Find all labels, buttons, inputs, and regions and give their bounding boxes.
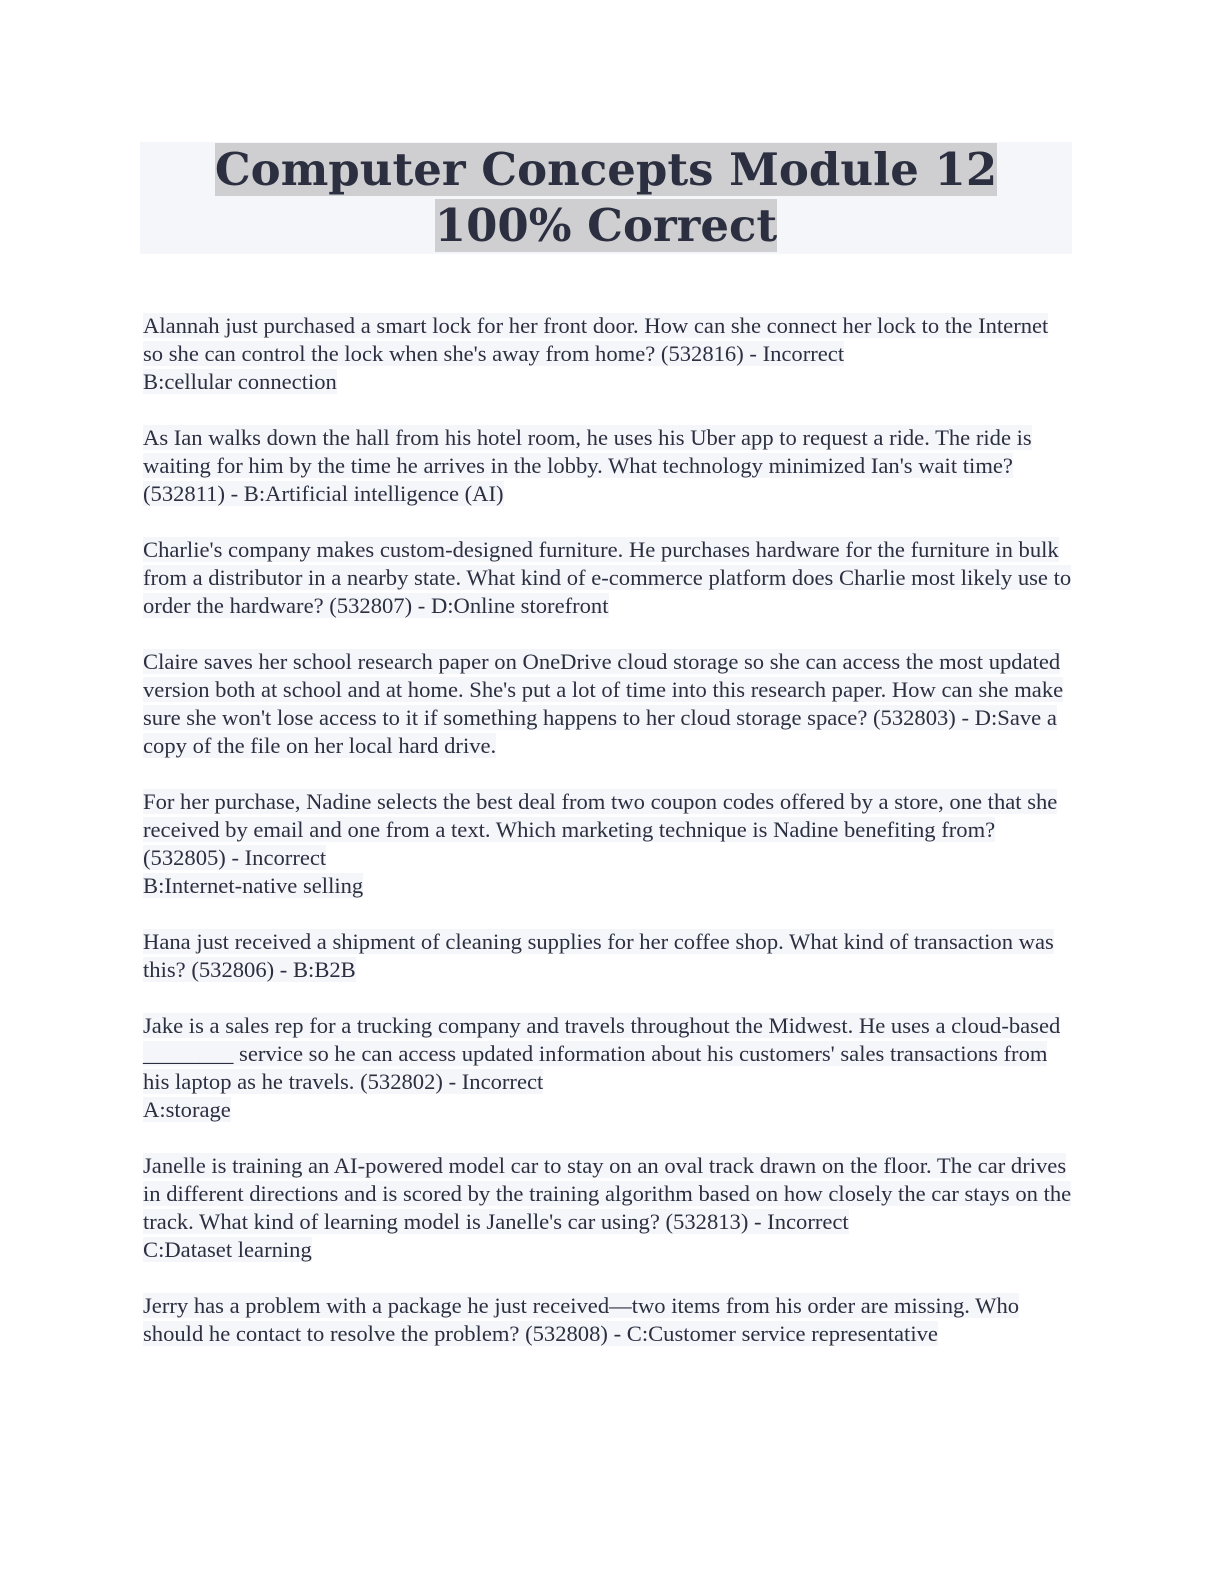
question-item <box>143 1292 1072 1348</box>
question-text: Hana just received a shipment of cleaning supplies for her coffee shop. What kind of transaction was this? (532806) - B:B2B <box>143 929 1054 982</box>
question-item <box>143 648 1072 760</box>
question-item <box>143 928 1072 984</box>
question-item <box>143 1152 1072 1264</box>
question-text: Jake is a sales rep for a trucking company and travels throughout the Midwest. He uses a cloud-based ________ service so he can access updated information about his customers' sales transactions from his laptop as he travels. (532802) - Incorrect A:storage <box>143 1013 1061 1122</box>
document-page <box>140 142 1072 1376</box>
question-text: As Ian walks down the hall from his hotel room, he uses his Uber app to request a ride. The ride is waiting for him by the time he arrives in the lobby. What technology minimized Ian's wait time? (532811) - B:Artificial intelligence (AI) <box>143 425 1032 506</box>
question-item <box>143 1012 1072 1124</box>
question-item <box>143 788 1072 900</box>
question-text: Claire saves her school research paper on OneDrive cloud storage so she can access the most updated version both at school and at home. She's put a lot of time into this research paper. How can she make sure she won't lose access to it if something happens to her cloud storage space? (532803) - D:Save a copy of the file on her local hard drive. <box>143 649 1064 758</box>
question-text: Janelle is training an AI-powered model car to stay on an oval track drawn on the floor. The car drives in different directions and is scored by the training algorithm based on how closely the car stays on the track. What kind of learning model is Janelle's car using? (532813) - Incorrect C:Dataset learning <box>143 1153 1072 1262</box>
question-text: Jerry has a problem with a package he just received—two items from his order are missing. Who should he contact to resolve the problem? (532808) - C:Customer service representative <box>143 1293 1020 1346</box>
question-text: Charlie's company makes custom-designed furniture. He purchases hardware for the furniture in bulk from a distributor in a nearby state. What kind of e-commerce platform does Charlie most likely use to order the hardware? (532807) - D:Online storefront <box>143 537 1072 618</box>
question-list <box>140 312 1072 1348</box>
question-text: For her purchase, Nadine selects the best deal from two coupon codes offered by a store, one that she received by email and one from a text. Which marketing technique is Nadine benefiting from? (532805) - Incorrect B:Internet-native selling <box>143 789 1058 898</box>
document-title: Computer Concepts Module 12 100% Correct <box>214 143 998 252</box>
question-item <box>143 536 1072 620</box>
question-item <box>143 424 1072 508</box>
question-text: Alannah just purchased a smart lock for her front door. How can she connect her lock to the Internet so she can control the lock when she's away from home? (532816) - Incorrect B:cellular connection <box>143 313 1049 394</box>
question-item <box>143 312 1072 396</box>
title-block <box>140 142 1072 254</box>
